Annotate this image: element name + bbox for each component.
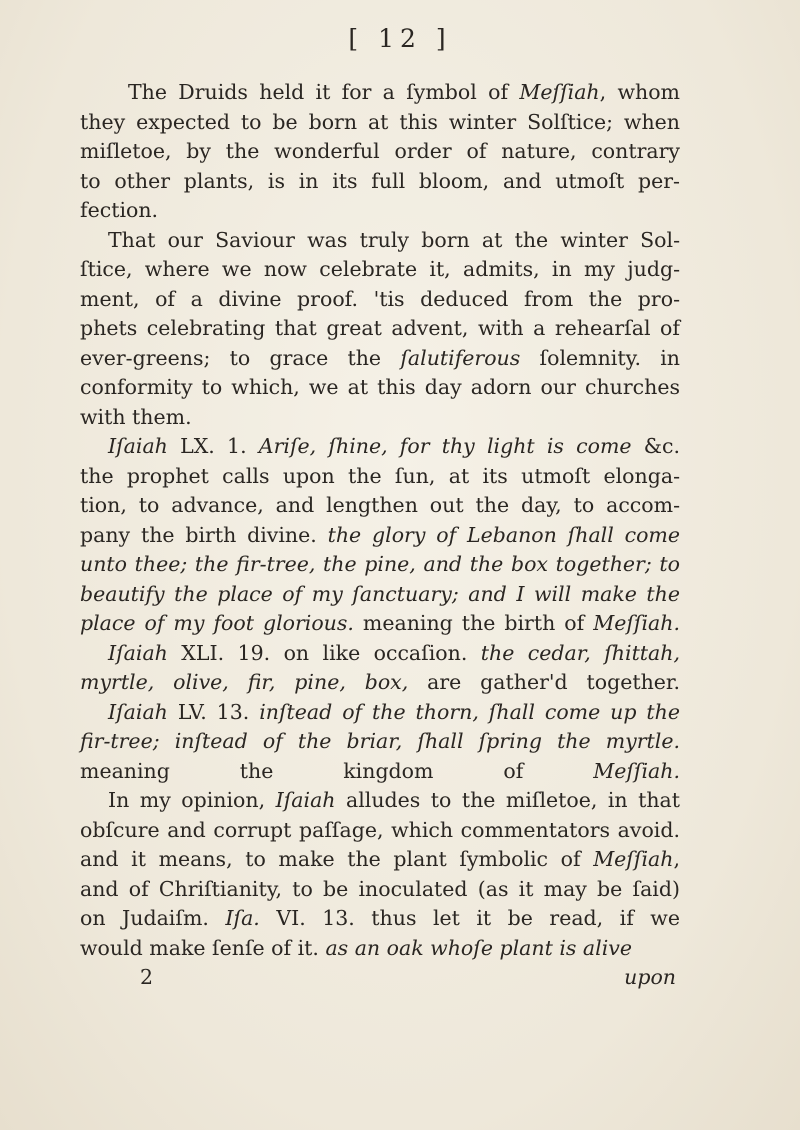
italic-text: Iſaiah xyxy=(108,640,168,665)
text-line xyxy=(80,904,680,934)
roman-text: VI. 13. thus let it be read, if we xyxy=(259,906,680,930)
text-lines xyxy=(80,78,680,963)
text-line xyxy=(80,491,680,521)
catchword-line xyxy=(80,963,680,993)
roman-text: That our Saviour was truly born at the winter Sol- xyxy=(108,227,680,252)
italic-text: fir-tree; inſtead of the briar, ſhall ſpring the myrtle. xyxy=(80,729,680,753)
italic-text: inſtead of the thorn, ſhall come up the xyxy=(259,699,680,724)
italic-text: ſalutiferous xyxy=(400,345,521,370)
italic-text: the cedar, ſhittah, xyxy=(480,640,680,665)
roman-text: ment, of a divine proof. 'tis deduced from the pro- xyxy=(80,286,680,311)
roman-text: and it means, to make the plant ſymbolic of xyxy=(80,847,594,871)
text-line xyxy=(80,934,680,964)
text-line xyxy=(80,580,680,610)
text-line xyxy=(80,521,680,551)
text-line xyxy=(80,78,680,108)
body-text xyxy=(80,78,680,993)
text-line xyxy=(80,698,680,728)
text-line xyxy=(80,875,680,905)
text-line xyxy=(80,462,680,492)
catchword: upon xyxy=(624,965,676,989)
roman-text: obſcure and corrupt paſſage, which commentators avoid. xyxy=(80,817,680,842)
text-line xyxy=(80,757,680,787)
text-line xyxy=(80,550,680,580)
roman-text: conformity to which, we at this day adorn our churches xyxy=(80,375,680,399)
roman-text: phets celebrating that great advent, with a rehearſal of xyxy=(80,316,680,340)
italic-text: Meſſiah. xyxy=(593,611,680,635)
roman-text: pany the birth divine. xyxy=(80,522,328,547)
text-line xyxy=(80,167,680,197)
roman-text: and of Chriſtianity, to be inoculated (as it may be ſaid) xyxy=(80,876,680,901)
text-line xyxy=(80,403,680,433)
text-line xyxy=(80,727,680,757)
roman-text: LX. 1. xyxy=(167,434,259,458)
text-line xyxy=(80,314,680,344)
italic-text: the glory of Lebanon ſhall come xyxy=(327,522,681,547)
text-line xyxy=(80,668,680,698)
roman-text: meaning the kingdom of xyxy=(80,758,594,783)
roman-text: to other plants, is in its full bloom, and utmoſt per- xyxy=(80,168,680,193)
roman-text: alludes to the miſletoe, in that xyxy=(335,788,680,812)
roman-text: &c. xyxy=(631,434,680,458)
text-line xyxy=(80,786,680,816)
roman-text: XLI. 19. on like occaſion. xyxy=(167,640,481,665)
roman-text: , whom xyxy=(599,80,680,104)
italic-text: as an oak whoſe plant is alive xyxy=(325,935,632,960)
text-line xyxy=(80,196,680,226)
text-line xyxy=(80,432,680,462)
roman-text: The Druids held it for a ſymbol of xyxy=(128,80,520,104)
text-line xyxy=(80,845,680,875)
italic-text: beautify the place of my ſanctuary; and I will make the xyxy=(80,581,680,606)
italic-text: Iſaiah xyxy=(108,699,168,724)
roman-text: are gather'd together. xyxy=(408,670,680,694)
roman-text: meaning the birth of xyxy=(353,611,594,635)
text-line xyxy=(80,226,680,256)
roman-text: ſolemnity. in xyxy=(520,345,680,370)
roman-text: ſtice, where we now celebrate it, admits, in my judg- xyxy=(80,257,680,281)
italic-text: Meſſiah. xyxy=(593,758,680,783)
italic-text: Meſſiah xyxy=(519,80,600,104)
roman-text: fection. xyxy=(80,198,159,222)
page-number: [ 12 ] xyxy=(348,24,452,53)
italic-text: place of my foot glorious. xyxy=(80,611,354,635)
italic-text: myrtle, olive, fir, pine, box, xyxy=(80,670,409,694)
roman-text: In my opinion, xyxy=(108,788,276,812)
italic-text: unto thee; the fir-tree, the pine, and the box together; to xyxy=(80,552,680,576)
text-line xyxy=(80,108,680,138)
roman-text: on Judaiſm. xyxy=(80,906,226,930)
roman-text: miſletoe, by the wonderful order of nature, contrary xyxy=(80,139,680,163)
roman-text: they expected to be born at this winter Solſtice; when xyxy=(80,109,680,134)
roman-text: tion, to advance, and lengthen out the day, to accom- xyxy=(80,493,680,517)
roman-text: the prophet calls upon the ſun, at its utmoſt elonga- xyxy=(80,463,680,488)
roman-text: would make ſenſe of it. xyxy=(80,935,326,960)
signature-mark: 2 xyxy=(140,965,154,989)
text-line xyxy=(80,137,680,167)
text-line xyxy=(80,816,680,846)
italic-text: Iſaiah xyxy=(108,434,168,458)
italic-text: Iſa. xyxy=(225,906,260,930)
italic-text: Meſſiah xyxy=(593,847,674,871)
text-line xyxy=(80,609,680,639)
italic-text: Iſaiah xyxy=(275,788,336,812)
roman-text: with them. xyxy=(80,404,192,429)
roman-text: ever-greens; to grace the xyxy=(80,345,401,370)
roman-text: , xyxy=(673,847,680,871)
text-line xyxy=(80,285,680,315)
text-line xyxy=(80,373,680,403)
italic-text: Ariſe, ſhine, for thy light is come xyxy=(258,434,632,458)
text-line xyxy=(80,255,680,285)
roman-text: LV. 13. xyxy=(167,699,260,724)
text-line xyxy=(80,344,680,374)
text-line xyxy=(80,639,680,669)
